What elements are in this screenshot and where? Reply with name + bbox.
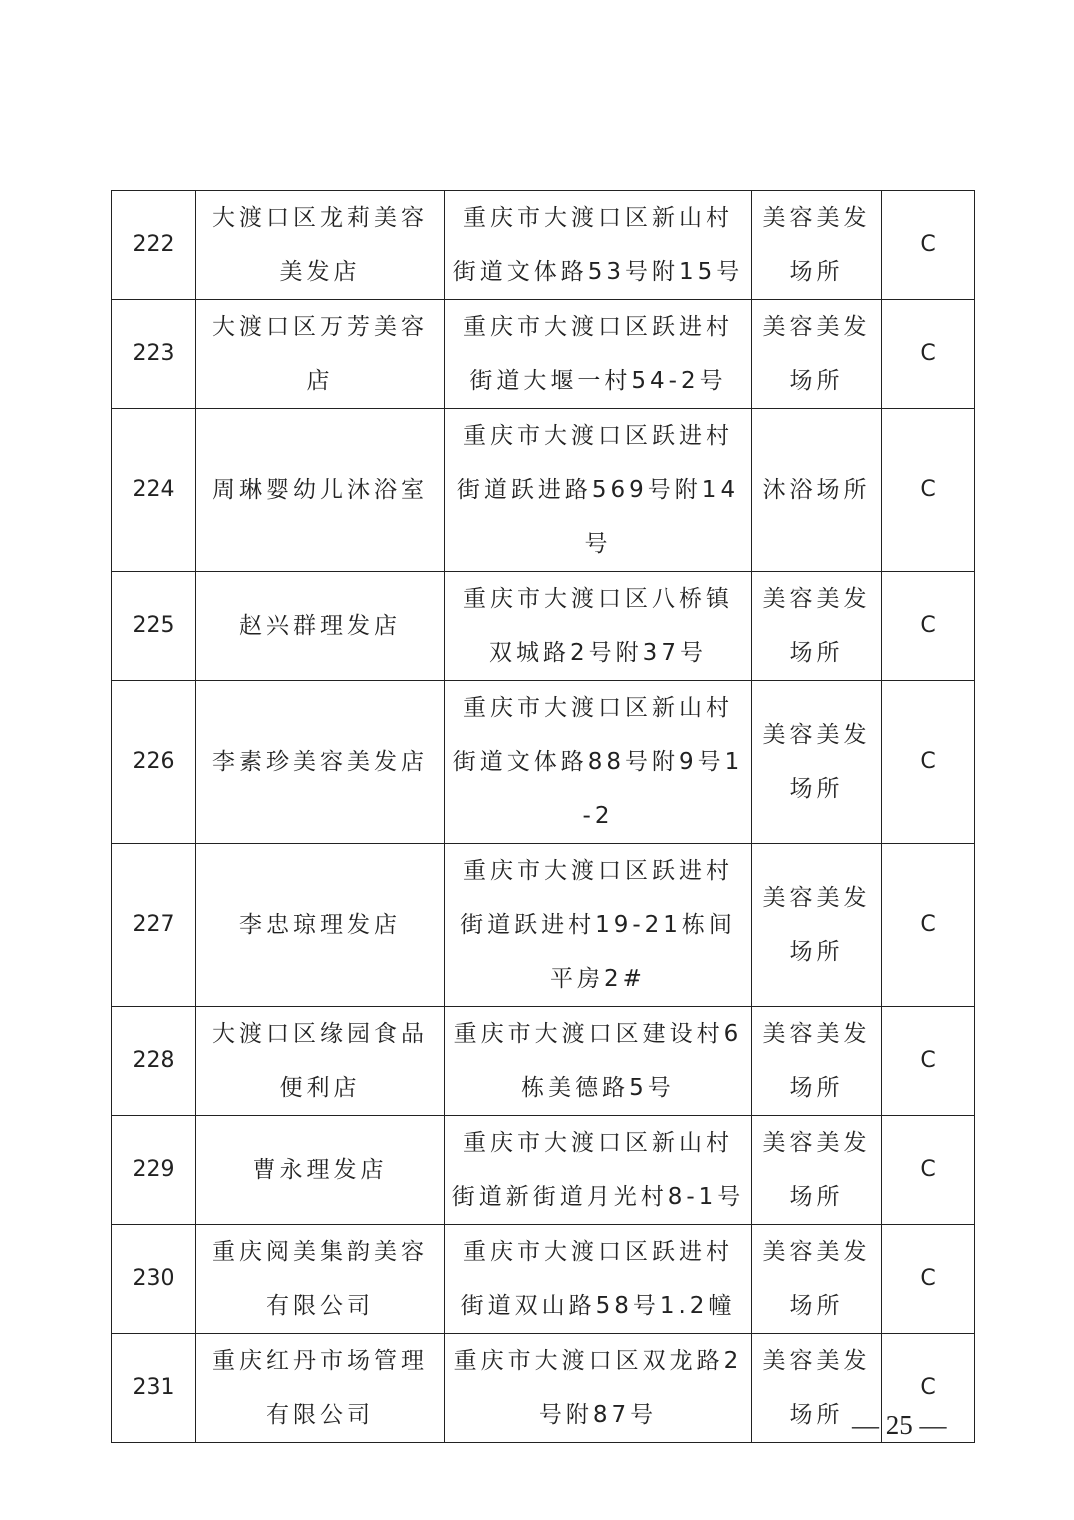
row-number: 224 <box>112 409 196 572</box>
establishment-type: 美容美发场所 <box>752 1334 882 1443</box>
table-row <box>112 191 975 300</box>
establishment-address: 重庆市大渡口区新山村街道新街道月光村8-1号 <box>445 1116 752 1225</box>
establishment-address: 重庆市大渡口区八桥镇双城路2号附37号 <box>445 572 752 681</box>
table-row <box>112 681 975 844</box>
row-number: 226 <box>112 681 196 844</box>
establishment-grade: C <box>882 1225 975 1334</box>
establishment-grade: C <box>882 1334 975 1443</box>
establishment-grade: C <box>882 409 975 572</box>
establishment-type: 美容美发场所 <box>752 191 882 300</box>
establishment-address: 重庆市大渡口区跃进村街道跃进村19-21栋间平房2# <box>445 844 752 1007</box>
row-number: 231 <box>112 1334 196 1443</box>
table-row <box>112 409 975 572</box>
row-number: 223 <box>112 300 196 409</box>
table-row <box>112 572 975 681</box>
establishment-grade: C <box>882 681 975 844</box>
establishment-name: 李忠琼理发店 <box>196 844 445 1007</box>
establishment-grade: C <box>882 844 975 1007</box>
establishment-type: 美容美发场所 <box>752 844 882 1007</box>
establishment-name: 大渡口区缘园食品便利店 <box>196 1007 445 1116</box>
establishment-name: 赵兴群理发店 <box>196 572 445 681</box>
row-number: 228 <box>112 1007 196 1116</box>
table-row <box>112 300 975 409</box>
table-row <box>112 1116 975 1225</box>
row-number: 225 <box>112 572 196 681</box>
table-row <box>112 844 975 1007</box>
establishment-name: 重庆阅美集韵美容有限公司 <box>196 1225 445 1334</box>
establishment-name: 曹永理发店 <box>196 1116 445 1225</box>
establishment-address: 重庆市大渡口区建设村6栋美德路5号 <box>445 1007 752 1116</box>
table-row <box>112 1334 975 1443</box>
establishment-address: 重庆市大渡口区跃进村街道大堰一村54-2号 <box>445 300 752 409</box>
row-number: 230 <box>112 1225 196 1334</box>
establishment-grade: C <box>882 1007 975 1116</box>
establishment-name: 李素珍美容美发店 <box>196 681 445 844</box>
establishment-type: 美容美发场所 <box>752 572 882 681</box>
row-number: 222 <box>112 191 196 300</box>
establishment-grade: C <box>882 191 975 300</box>
table-row <box>112 1225 975 1334</box>
establishment-type: 美容美发场所 <box>752 300 882 409</box>
establishment-grade: C <box>882 1116 975 1225</box>
establishment-type: 沐浴场所 <box>752 409 882 572</box>
establishment-type: 美容美发场所 <box>752 681 882 844</box>
establishment-address: 重庆市大渡口区跃进村街道双山路58号1.2幢 <box>445 1225 752 1334</box>
establishment-name: 大渡口区万芳美容店 <box>196 300 445 409</box>
table-row <box>112 1007 975 1116</box>
establishment-name: 重庆红丹市场管理有限公司 <box>196 1334 445 1443</box>
establishment-type: 美容美发场所 <box>752 1225 882 1334</box>
establishment-type: 美容美发场所 <box>752 1116 882 1225</box>
establishment-address: 重庆市大渡口区新山村街道文体路88号附9号1-2 <box>445 681 752 844</box>
establishment-grade: C <box>882 572 975 681</box>
establishment-address: 重庆市大渡口区新山村街道文体路53号附15号 <box>445 191 752 300</box>
establishment-address: 重庆市大渡口区双龙路2号附87号 <box>445 1334 752 1443</box>
table-body <box>112 191 975 1443</box>
row-number: 227 <box>112 844 196 1007</box>
establishment-name: 周琳婴幼儿沐浴室 <box>196 409 445 572</box>
establishment-type: 美容美发场所 <box>752 1007 882 1116</box>
establishment-name: 大渡口区龙莉美容美发店 <box>196 191 445 300</box>
establishment-grade: C <box>882 300 975 409</box>
establishment-table <box>111 190 975 1443</box>
page-number: — 25 — <box>852 1410 947 1440</box>
row-number: 229 <box>112 1116 196 1225</box>
establishment-address: 重庆市大渡口区跃进村街道跃进路569号附14号 <box>445 409 752 572</box>
